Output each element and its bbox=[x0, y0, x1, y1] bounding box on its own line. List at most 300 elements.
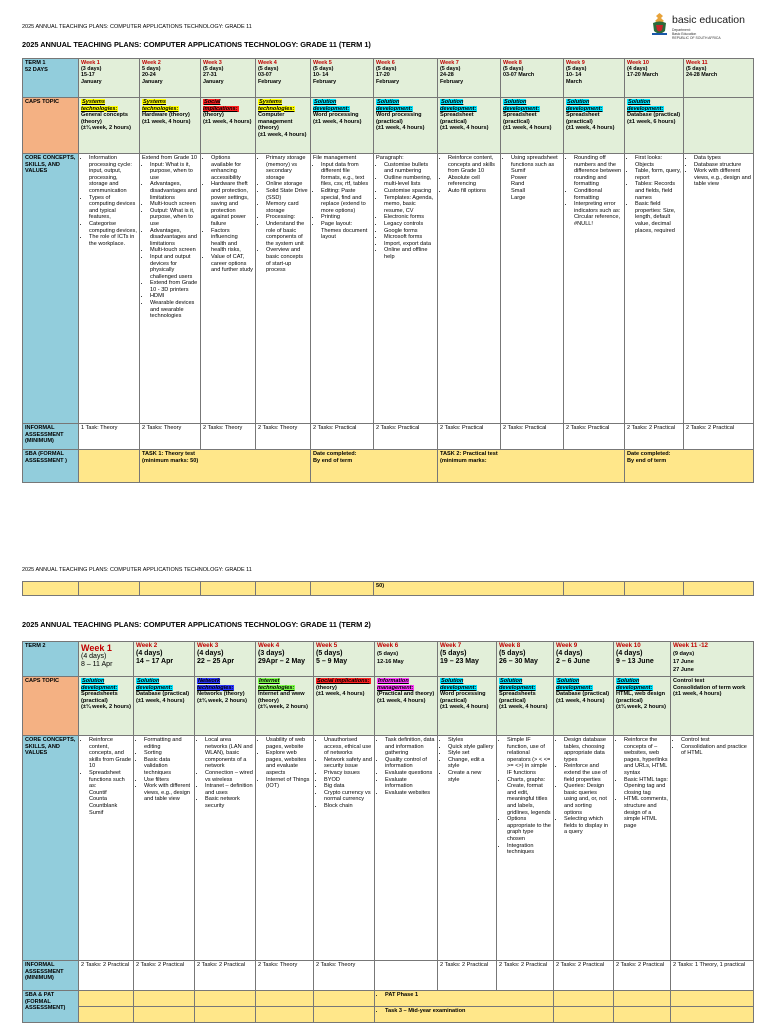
core-concepts-8 bbox=[497, 736, 554, 961]
topic-tag: Solution development: bbox=[440, 99, 477, 112]
core-concepts-8 bbox=[501, 154, 564, 424]
week-name: Week 4 bbox=[258, 60, 277, 66]
core-item: • Value of CAT, career options and further study bbox=[211, 254, 253, 274]
core-concepts-9 bbox=[554, 736, 614, 961]
core-item: • Wearable devices and wearable technologies bbox=[150, 300, 198, 320]
week-name: Week 3 bbox=[203, 60, 222, 66]
informal-assessment-3: 2 Tasks: 2 Practical bbox=[195, 961, 256, 991]
week-dates: (5 days) 10- 14 March bbox=[566, 66, 587, 85]
core-item: • Editing: Paste special, find and replace (extend to more options) bbox=[321, 188, 371, 214]
week-dates: (5 days) 24-28 February bbox=[440, 66, 464, 85]
topic-text: HTML, web design (practical) (±¾ week, 2 hours) bbox=[616, 691, 667, 711]
term1-title: 2025 ANNUAL TEACHING PLANS: COMPUTER APPLICATIONS TECHNOLOGY: GRADE 11 (TERM 1) bbox=[22, 40, 371, 49]
core-item: • The role of ICTs in the workplace. bbox=[89, 234, 137, 247]
core-item: • Printing bbox=[321, 214, 371, 221]
week-dates: (5 days) 24-28 March bbox=[686, 66, 718, 79]
week-dates: (5 days) 27-31 January bbox=[203, 66, 224, 85]
topic-text: General concepts (theory) (±¾ week, 2 hours) bbox=[81, 112, 132, 132]
topic-tag: Solution development: bbox=[566, 99, 603, 112]
core-item: • Memory card storage bbox=[266, 201, 308, 214]
core-item: • Interpreting error indicators such as: Circular reference, #NULL! bbox=[574, 201, 622, 227]
sba-cell-empty bbox=[79, 450, 140, 483]
core-item: • Legacy controls bbox=[384, 221, 435, 228]
core-item: • Categorise computing devices, bbox=[89, 221, 137, 234]
topic-text: Database (practical) (±1 week, 4 hours) bbox=[136, 691, 190, 704]
page-header: 2025 ANNUAL TEACHING PLANS: COMPUTER APPLICATIONS TECHNOLOGY: GRADE 11 bbox=[22, 24, 252, 30]
term1-week-row bbox=[23, 59, 754, 98]
core-item: • Selecting which fields to display in a query bbox=[564, 816, 611, 836]
week-dates: (3 days) 29Apr – 2 May bbox=[258, 649, 306, 665]
topic-text: Computer management (theory) (±1 week, 4 hours) bbox=[258, 112, 307, 138]
term1-informal-row bbox=[23, 424, 754, 450]
caps-topic-9 bbox=[564, 98, 625, 154]
week-name: Week 11 bbox=[686, 60, 708, 66]
core-intro: Paragraph: bbox=[376, 155, 404, 161]
topic-tag: Solution development: bbox=[503, 99, 540, 112]
caps-topic-11 bbox=[684, 98, 754, 154]
page-header-2: 2025 ANNUAL TEACHING PLANS: COMPUTER APPLICATIONS TECHNOLOGY: GRADE 11 bbox=[22, 567, 252, 573]
core-item: • Usability of web pages, website bbox=[266, 737, 311, 750]
topic-text: Database (practical) (±1 week, 6 hours) bbox=[627, 112, 681, 125]
week-dates: (5 days) 19 – 23 May bbox=[440, 649, 479, 665]
term2-title: 2025 ANNUAL TEACHING PLANS: COMPUTER APPLICATIONS TECHNOLOGY: GRADE 11 (TERM 2) bbox=[22, 620, 371, 629]
caps-topic-label: CAPS TOPIC bbox=[23, 98, 79, 154]
informal-assessment-2: 2 Tasks: Theory bbox=[140, 424, 201, 450]
core-concepts-4 bbox=[256, 736, 314, 961]
caps-topic-6 bbox=[375, 677, 438, 736]
core-item: • Input and output devices for physically challenged users bbox=[150, 254, 198, 280]
core-concepts-11 bbox=[684, 154, 754, 424]
sba-label: SBA (FORMAL ASSESSMENT ) bbox=[23, 450, 79, 483]
core-item: • Electronic forms bbox=[384, 214, 435, 221]
core-item: • Hardware theft and protection, power settings, saving and protection against power failure bbox=[211, 181, 253, 227]
informal-assessment-9: 2 Tasks: Practical bbox=[564, 424, 625, 450]
topic-tag: Solution development: bbox=[556, 678, 593, 691]
core-item: • Use filters bbox=[144, 777, 192, 784]
core-item: • Quick style gallery bbox=[448, 744, 494, 751]
core-item: • Extend from Grade 10 - 3D printers bbox=[150, 280, 198, 293]
core-item: • Overview and basic concepts of start-up process bbox=[266, 247, 308, 273]
core-concepts-4 bbox=[256, 154, 311, 424]
core-concepts-6 bbox=[374, 154, 438, 424]
informal-assessment-11: 2 Tasks: 1 Theory, 1 practical bbox=[671, 961, 754, 991]
core-item: • Database structure bbox=[694, 162, 751, 169]
core-item: • Outline numbering, multi-level lists bbox=[384, 175, 435, 188]
logo-line1: Department: bbox=[672, 28, 691, 32]
core-concepts-label: CORE CONCEPTS, SKILLS, AND VALUES bbox=[23, 154, 79, 424]
core-item: • Intranet – definition and uses bbox=[205, 783, 253, 796]
topic-tag: Solution development: bbox=[627, 99, 664, 112]
core-item: • First looks: Objects bbox=[635, 155, 681, 168]
informal-assessment-1: 1 Task: Theory bbox=[79, 424, 140, 450]
core-item: • Consolidation and practice of HTML bbox=[681, 744, 751, 757]
caps-topic-label-2: CAPS TOPIC bbox=[23, 677, 79, 736]
week-header-6 bbox=[374, 59, 438, 98]
core-item: • HDMI bbox=[150, 293, 198, 300]
topic-text: Word processing (practical) (±1 week, 4 hours) bbox=[440, 691, 489, 711]
term2-sba-row-2 bbox=[23, 1007, 754, 1023]
topic-text: (Practical and theory) (±1 week, 4 hours) bbox=[377, 691, 435, 704]
core-item: • Work with different views, e.g., design and table view bbox=[694, 168, 751, 188]
term2-informal-row bbox=[23, 961, 754, 991]
term2-sba-row-1 bbox=[23, 991, 754, 1007]
week-header-3 bbox=[201, 59, 256, 98]
caps-topic-8 bbox=[501, 98, 564, 154]
week-header-2 bbox=[134, 642, 195, 677]
core-item: • Primary storage (memory) vs secondary storage bbox=[266, 155, 308, 181]
caps-topic-5 bbox=[311, 98, 374, 154]
core-item: • Import, export data bbox=[384, 241, 435, 248]
caps-topic-9 bbox=[554, 677, 614, 736]
week-dates: (5 days) 5 – 9 May bbox=[316, 649, 348, 665]
core-item: • Block chain bbox=[324, 803, 372, 810]
topic-tag: Solution development: bbox=[499, 678, 536, 691]
sba-pat-label: SBA & PAT (FORMAL ASSESSMENT) bbox=[23, 991, 79, 1023]
caps-topic-3 bbox=[195, 677, 256, 736]
core-item: • HTML comments, structure and design of a simple HTML page bbox=[624, 796, 668, 829]
core-item: • Reinforce content, concepts and skills from Grade 10 bbox=[448, 155, 498, 175]
pat-phase-1: • PAT Phase 1 bbox=[375, 991, 554, 1007]
term2-core-row bbox=[23, 736, 754, 961]
core-item: • Factors influencing health and health risks, bbox=[211, 228, 253, 254]
core-item: • Information processing cycle: input, output, processing, storage and communication bbox=[89, 155, 137, 195]
core-item: • Style set bbox=[448, 750, 494, 757]
week-header-9 bbox=[554, 642, 614, 677]
core-item: • Explore web pages, websites and evaluate aspects bbox=[266, 750, 311, 776]
core-item: • Reinforce content, concepts, and skills from Grade 10 bbox=[89, 737, 131, 770]
core-item: • Absolute cell referencing bbox=[448, 175, 498, 188]
core-item: • Spreadsheet functions such as: Countif Counta Countblank Sumif bbox=[89, 770, 131, 816]
core-item: • Customise spacing bbox=[384, 188, 435, 195]
caps-topic-6 bbox=[374, 98, 438, 154]
core-intro: File management bbox=[313, 155, 357, 161]
week-name: Week 1 bbox=[81, 60, 100, 66]
week-header-1 bbox=[79, 642, 134, 677]
informal-assessment-9: 2 Tasks: 2 Practical bbox=[554, 961, 614, 991]
core-item: • Evaluate information bbox=[385, 777, 435, 790]
core-concepts-1 bbox=[79, 736, 134, 961]
week-name: Week 6 bbox=[377, 642, 399, 649]
caps-topic-4 bbox=[256, 98, 311, 154]
core-item: • Table, form, query, report bbox=[635, 168, 681, 181]
core-item: • Connection – wired vs wireless bbox=[205, 770, 253, 783]
core-item: • Task definition, data and information gathering bbox=[385, 737, 435, 757]
core-concepts-7 bbox=[438, 154, 501, 424]
week-dates: (4 days) 22 – 25 Apr bbox=[197, 649, 235, 665]
week-name: Week 10 bbox=[616, 642, 641, 649]
core-item: • Multi-touch screen bbox=[150, 247, 198, 254]
core-item: • Basic HTML tags: Opening tag and closing tag bbox=[624, 777, 668, 797]
core-item: • Basic data validation techniques bbox=[144, 757, 192, 777]
week-header-6 bbox=[375, 642, 438, 677]
week-name: Week 6 bbox=[376, 60, 395, 66]
topic-tag: Solution development: bbox=[136, 678, 173, 691]
term1-table bbox=[22, 58, 754, 483]
core-item: • Basic network security bbox=[205, 796, 253, 809]
core-item: • Types of computing devices and typical features, bbox=[89, 195, 137, 221]
topic-tag: Internet technologies: bbox=[258, 678, 295, 691]
caps-topic-3 bbox=[201, 98, 256, 154]
caps-topic-2 bbox=[134, 677, 195, 736]
logo-name: basic education bbox=[672, 14, 745, 26]
sba-task2: TASK 2: Practical test (minimum marks: bbox=[438, 450, 625, 483]
core-item: • Local area networks (LAN and WLAN), basic components of a network bbox=[205, 737, 253, 770]
caps-topic-7 bbox=[438, 677, 497, 736]
core-item: • Simple IF function, use of relational operators (> < <= >= <>) in simple IF functions bbox=[507, 737, 551, 777]
topic-text: (theory) (±1 week, 4 hours) bbox=[316, 684, 365, 698]
core-item: • Queries: Design basic queries using and, or, not and sorting options bbox=[564, 783, 611, 816]
topic-text: Spreadsheet (practical) (±1 week, 4 hours) bbox=[566, 112, 615, 132]
core-item: • Page layout: Themes document layout bbox=[321, 221, 371, 241]
core-item: • Basic field properties: Size, length, default value, decimal places, required bbox=[635, 201, 681, 234]
informal-assessment-10: 2 Tasks: 2 Practical bbox=[614, 961, 671, 991]
week-name: Week 5 bbox=[313, 60, 332, 66]
core-concepts-5 bbox=[314, 736, 375, 961]
week-dates: (9 days) 17 June 27 June bbox=[673, 650, 695, 673]
week-name: Week 3 bbox=[197, 642, 219, 649]
core-item: • BYOD bbox=[324, 777, 372, 784]
topic-tag: Systems technologies: bbox=[258, 99, 295, 112]
core-item: • Evaluate questions bbox=[385, 770, 435, 777]
core-concepts-10 bbox=[614, 736, 671, 961]
informal-assessment-label: INFORMAL ASSESSMENT (MINIMUM) bbox=[23, 424, 79, 450]
core-item: • Multi-touch screen bbox=[150, 201, 198, 208]
topic-text: Hardware (theory) (±1 week, 4 hours) bbox=[142, 112, 191, 125]
caps-topic-8 bbox=[497, 677, 554, 736]
caps-topic-4 bbox=[256, 677, 314, 736]
core-item: • Crypto currency vs normal currency bbox=[324, 790, 372, 803]
week-dates: (5 days) 12-16 May bbox=[377, 650, 404, 665]
week-name: Week 2 bbox=[136, 642, 158, 649]
core-item: • Online and offline help bbox=[384, 247, 435, 260]
logo-line3: REPUBLIC OF SOUTH AFRICA bbox=[672, 36, 721, 40]
core-item: • Privacy issues bbox=[324, 770, 372, 777]
week-name: Week 1 bbox=[81, 643, 112, 653]
week-name: Week 8 bbox=[499, 642, 521, 649]
topic-tag: Information management: bbox=[377, 678, 414, 691]
week-dates: (3 days) 15-17 January bbox=[81, 66, 102, 85]
week-dates: (5 days) 26 – 30 May bbox=[499, 649, 538, 665]
week-dates: (5 days) 03-07 February bbox=[258, 66, 282, 85]
core-concepts-1 bbox=[79, 154, 140, 424]
week-name: Week 7 bbox=[440, 60, 459, 66]
week-dates: (4 days) 14 – 17 Apr bbox=[136, 649, 174, 665]
core-item: • Quality control of information bbox=[385, 757, 435, 770]
core-concepts-9 bbox=[564, 154, 625, 424]
core-item: • Online storage bbox=[266, 181, 308, 188]
week-header-7 bbox=[438, 642, 497, 677]
topic-text: Word processing (practical) (±1 week, 4 hours) bbox=[376, 112, 425, 132]
core-concepts-5 bbox=[311, 154, 374, 424]
week-name: Week 11 -12 bbox=[673, 642, 708, 649]
topic-tag: Solution development: bbox=[313, 99, 350, 112]
informal-assessment-8: 2 Tasks: 2 Practical bbox=[497, 961, 554, 991]
basic-education-logo bbox=[650, 12, 753, 42]
week-dates: (4 days) 2 – 6 June bbox=[556, 649, 590, 665]
informal-assessment-5: 2 Tasks: Practical bbox=[311, 424, 374, 450]
topic-tag: Solution development: bbox=[376, 99, 413, 112]
informal-assessment-6: 2 Tasks: Practical bbox=[374, 424, 438, 450]
topic-tag: Solution development: bbox=[440, 678, 477, 691]
core-item: • Change, edit a style bbox=[448, 757, 494, 770]
topic-tag: Social implications: bbox=[203, 99, 238, 112]
week-header-2 bbox=[140, 59, 201, 98]
core-concepts-11 bbox=[671, 736, 754, 961]
caps-topic-11 bbox=[671, 677, 754, 736]
week-header-8 bbox=[497, 642, 554, 677]
week-header-7 bbox=[438, 59, 501, 98]
week-dates: 5 days) 20-24 January bbox=[142, 66, 163, 85]
topic-text: Database (practical) (±1 week, 4 hours) bbox=[556, 691, 610, 704]
logo-line2: Basic Education bbox=[672, 32, 697, 36]
core-item: • Input: What is it, purpose, when to use bbox=[150, 162, 198, 182]
week-header-8 bbox=[501, 59, 564, 98]
core-item: • Styles bbox=[448, 737, 494, 744]
topic-tag: Systems technologies: bbox=[81, 99, 118, 112]
informal-assessment-1: 2 Tasks: 2 Practical bbox=[79, 961, 134, 991]
week-name: Week 7 bbox=[440, 642, 462, 649]
term1-core-row bbox=[23, 154, 754, 424]
informal-assessment-7: 2 Tasks: Practical bbox=[438, 424, 501, 450]
caps-topic-1 bbox=[79, 677, 134, 736]
term1-label: TERM 1 52 DAYS bbox=[23, 59, 79, 98]
core-item: • Templates: Agenda, memo, basic resume, CV bbox=[384, 195, 435, 215]
core-item: • Google forms bbox=[384, 228, 435, 235]
week-header-11 bbox=[671, 642, 754, 677]
core-item: • Options appropriate to the graph type chosen bbox=[507, 816, 551, 842]
core-item: • Conditional formatting bbox=[574, 188, 622, 201]
core-item: • Sorting bbox=[144, 750, 192, 757]
term2-caps-row bbox=[23, 677, 754, 736]
topic-text: Spreadsheets (practical) (±1 week, 4 hours) bbox=[499, 691, 548, 711]
core-item: • Processing: bbox=[266, 214, 308, 221]
week-header-3 bbox=[195, 642, 256, 677]
informal-assessment-4: 2 Tasks: Theory bbox=[256, 424, 311, 450]
sba-task1: TASK 1: Theory test (minimum marks: 50) bbox=[140, 450, 311, 483]
informal-assessment-8: 2 Tasks: Practical bbox=[501, 424, 564, 450]
informal-assessment-2: 2 Tasks: 2 Practical bbox=[134, 961, 195, 991]
week-header-10 bbox=[625, 59, 684, 98]
term2-week-row bbox=[23, 642, 754, 677]
topic-text: Control test Consolidation of term work (±1 week, 4 hours) bbox=[673, 678, 746, 698]
topic-text: Networks (theory) (±¾ week, 2 hours) bbox=[197, 691, 248, 704]
week-name: Week 9 bbox=[566, 60, 585, 66]
week-dates: (5 days) 10- 14 February bbox=[313, 66, 337, 85]
week-dates: (4 days) 17-20 March bbox=[627, 66, 659, 79]
caps-topic-10 bbox=[625, 98, 684, 154]
week-name: Week 10 bbox=[627, 60, 649, 66]
sba-date1: Date completed: By end of term bbox=[311, 450, 438, 483]
core-item: • Work with different views, e.g., design and table view bbox=[144, 783, 192, 803]
term1-caps-row bbox=[23, 98, 754, 154]
core-item: • Tables: Records and fields, field names bbox=[635, 181, 681, 201]
core-concepts-3 bbox=[201, 154, 256, 424]
week-header-10 bbox=[614, 642, 671, 677]
core-concepts-3 bbox=[195, 736, 256, 961]
core-item: • Output: What is it, purpose, when to use bbox=[150, 208, 198, 228]
coat-of-arms-icon bbox=[650, 12, 669, 37]
core-item: • Rounding off numbers and the difference between rounding and formatting bbox=[574, 155, 622, 188]
week-header-5 bbox=[314, 642, 375, 677]
week-header-5 bbox=[311, 59, 374, 98]
topic-tag: Network technologies: bbox=[197, 678, 234, 691]
informal-assessment-7: 2 Tasks: 2 Practical bbox=[438, 961, 497, 991]
caps-topic-7 bbox=[438, 98, 501, 154]
week-dates: (4 days) 8 – 11 Apr bbox=[81, 653, 113, 668]
core-item: • Charts, graphs: Create, format and edit, meaningful titles and labels, gridlines, legends bbox=[507, 777, 551, 817]
core-item: • Using spreadsheet functions such as Sumif Power Rand Small Large bbox=[511, 155, 561, 201]
core-item: • Solid State Drive (SSD) bbox=[266, 188, 308, 201]
core-concepts-2 bbox=[140, 154, 201, 424]
week-header-9 bbox=[564, 59, 625, 98]
week-dates: (5 days) 17-20 February bbox=[376, 66, 400, 85]
core-item: • Options available for enhancing accessibility bbox=[211, 155, 253, 181]
caps-topic-5 bbox=[314, 677, 375, 736]
week-dates: (4 days) 9 – 13 June bbox=[616, 649, 654, 665]
topic-text: Spreadsheet (practical) (±1 week, 4 hours) bbox=[440, 112, 489, 132]
topic-text: Internet and www (theory) (±¾ week, 2 hours) bbox=[258, 691, 309, 711]
sba-date2: Date completed: By end of term bbox=[625, 450, 754, 483]
core-concepts-10 bbox=[625, 154, 684, 424]
caps-topic-1 bbox=[79, 98, 140, 154]
topic-text: (theory) (±1 week, 4 hours) bbox=[203, 112, 252, 125]
week-dates: (5 days) 03-07 March bbox=[503, 66, 535, 79]
term2-label: TERM 2 bbox=[23, 642, 79, 677]
informal-assessment-3: 2 Tasks: Theory bbox=[201, 424, 256, 450]
core-concepts-7 bbox=[438, 736, 497, 961]
core-item: • Internet of Things (IOT) bbox=[266, 777, 311, 790]
core-item: • Integration techniques bbox=[507, 843, 551, 856]
sba-continuation-table bbox=[22, 581, 754, 596]
topic-tag: Solution development: bbox=[616, 678, 653, 691]
informal-assessment-5: 2 Tasks: Theory bbox=[314, 961, 375, 991]
topic-text: Word processing (±1 week, 4 hours) bbox=[313, 112, 362, 125]
core-item: • Data types bbox=[694, 155, 751, 162]
core-concepts-6 bbox=[375, 736, 438, 961]
week-header-1 bbox=[79, 59, 140, 98]
informal-assessment-10: 2 Tasks: 2 Practical bbox=[625, 424, 684, 450]
core-item: • Create a new style bbox=[448, 770, 494, 783]
week-header-11 bbox=[684, 59, 754, 98]
core-item: • Advantages, disadvantages and limitations bbox=[150, 228, 198, 248]
core-item: • Understand the role of basic components of the system unit bbox=[266, 221, 308, 247]
core-item: • Microsoft forms bbox=[384, 234, 435, 241]
core-item: • Formatting and editing bbox=[144, 737, 192, 750]
topic-tag: Systems technologies: bbox=[142, 99, 179, 112]
core-item: • Auto fill options bbox=[448, 188, 498, 195]
topic-tag: Solution development: bbox=[81, 678, 118, 691]
sba-continuation: 50) bbox=[374, 582, 564, 596]
week-name: Week 5 bbox=[316, 642, 338, 649]
informal-assessment-4: 2 Tasks: Theory bbox=[256, 961, 314, 991]
week-name: Week 4 bbox=[258, 642, 280, 649]
core-item: • Design database tables, choosing appropriate data types bbox=[564, 737, 611, 763]
week-name: Week 8 bbox=[503, 60, 522, 66]
informal-assessment-11: 2 Tasks: 2 Practical bbox=[684, 424, 754, 450]
week-header-4 bbox=[256, 642, 314, 677]
core-item: • Control test bbox=[681, 737, 751, 744]
task3-midyear: • Task 3 – Mid-year examination bbox=[375, 1007, 554, 1023]
core-item: • Big data bbox=[324, 783, 372, 790]
caps-topic-2 bbox=[140, 98, 201, 154]
topic-tag: Social implications: bbox=[317, 678, 370, 684]
week-name: Week 2 bbox=[142, 60, 161, 66]
core-item: • Reinforce the concepts of – websites, web pages, hyperlinks and URLs, HTML syntax bbox=[624, 737, 668, 777]
topic-text: Spreadsheets (practical) (±¾ week, 2 hours) bbox=[81, 691, 132, 711]
week-header-4 bbox=[256, 59, 311, 98]
week-name: Week 9 bbox=[556, 642, 578, 649]
core-item: • Evaluate websites bbox=[385, 790, 435, 797]
